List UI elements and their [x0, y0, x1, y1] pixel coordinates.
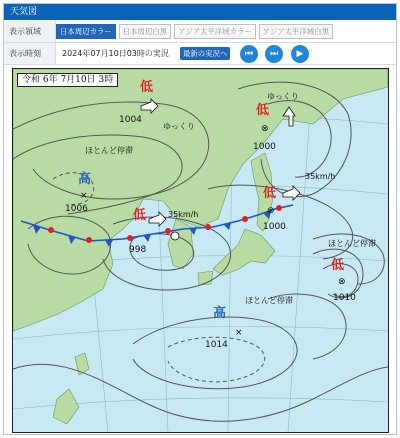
movement-speed: 35km/h: [305, 172, 336, 181]
weather-map: [12, 68, 389, 433]
high-value: 1006: [65, 204, 88, 214]
high-value: 1014: [205, 340, 228, 350]
current-time-text: 2024年07月10日03時の実況: [62, 49, 169, 58]
weather-map-drawing: [13, 69, 388, 432]
low-value: 998: [129, 245, 147, 255]
panel-title: 天気図: [4, 4, 396, 20]
low-center-icon: ⊗: [267, 206, 275, 216]
low-symbol: 低: [133, 208, 147, 223]
map-date-stamp: 令和 6年 7月10日 3時: [17, 73, 118, 87]
high-center-icon: ×: [235, 328, 243, 338]
movement-note: ゆっくり: [163, 122, 195, 131]
movement-speed: 35km/h: [168, 210, 199, 219]
low-center-icon: ⊗: [338, 277, 346, 287]
time-label: 表示時刻: [4, 43, 56, 64]
low-symbol: 低: [256, 103, 270, 118]
low-symbol: 低: [331, 258, 345, 273]
region-row: [4, 21, 396, 43]
low-value: 1000: [263, 222, 286, 232]
play-icon[interactable]: ▶: [291, 45, 309, 63]
low-symbol: 低: [263, 186, 277, 201]
low-value: 1000: [253, 142, 276, 152]
movement-note: ほとんど停滞: [85, 146, 133, 155]
low-center-icon: [171, 232, 179, 240]
skip-previous-icon[interactable]: ⏮: [240, 45, 258, 63]
weather-map-panel: [3, 3, 397, 435]
low-center-icon: ⊗: [261, 124, 269, 134]
latest-button[interactable]: 最新の実況へ: [180, 47, 230, 60]
low-value: 1004: [119, 115, 142, 125]
tab-asia-color[interactable]: アジア太平洋域カラー: [174, 24, 256, 39]
region-tabs: [56, 24, 333, 39]
low-value: 1010: [333, 293, 356, 303]
low-symbol: 低: [140, 80, 154, 95]
time-row: [4, 43, 396, 65]
tab-japan-color[interactable]: 日本周辺カラー: [56, 24, 116, 39]
high-symbol: 高: [213, 306, 227, 321]
movement-note: ほとんど停滞: [245, 296, 293, 305]
high-symbol: 高: [78, 172, 92, 187]
skip-next-icon[interactable]: ⏭: [265, 45, 283, 63]
high-center-icon: ×: [80, 191, 88, 201]
movement-note: ほとんど停滞: [328, 239, 376, 248]
tab-asia-mono[interactable]: アジア太平洋域白黒: [259, 24, 333, 39]
tab-japan-mono[interactable]: 日本周辺白黒: [119, 24, 171, 39]
region-label: 表示領域: [4, 21, 56, 42]
movement-note: ゆっくり: [267, 92, 299, 101]
